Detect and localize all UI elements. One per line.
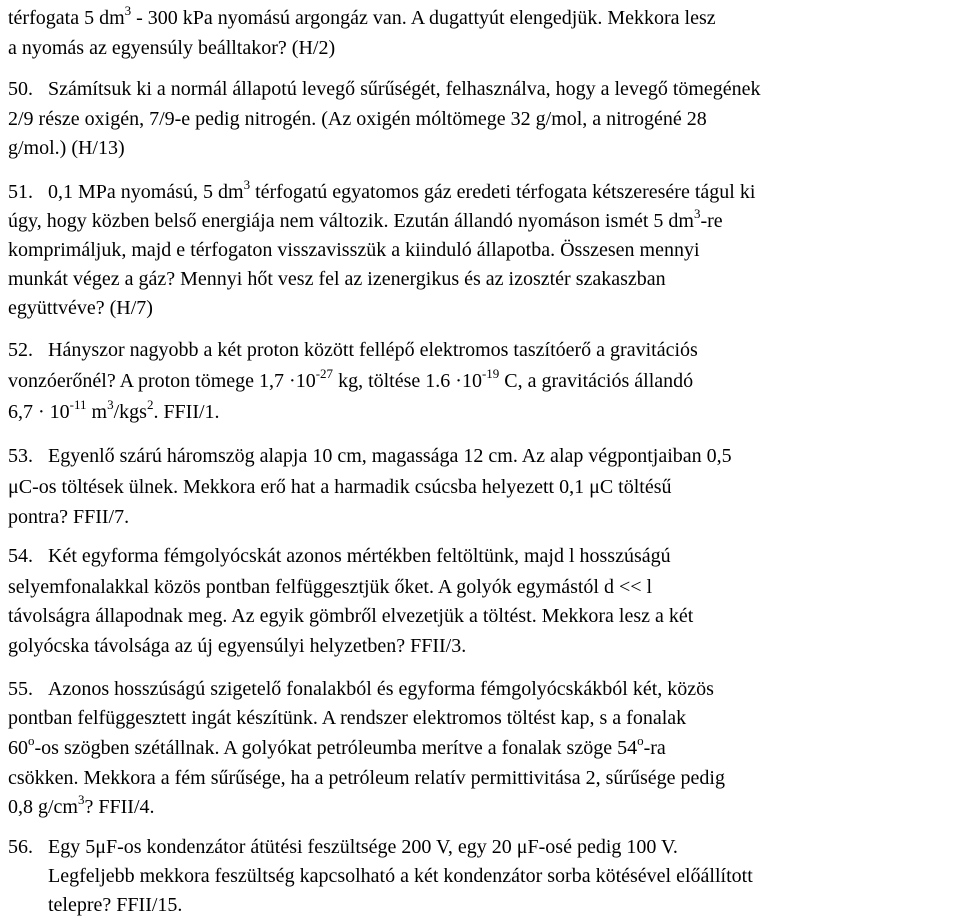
text: g/mol.) (H/13)	[8, 137, 125, 159]
superscript: o	[28, 733, 35, 748]
problem-51-line-3	[8, 240, 700, 260]
number: 54.	[8, 545, 33, 567]
problem-56-line-2	[48, 866, 753, 886]
problem-54-line-4	[8, 636, 466, 656]
text: kg, töltése 1.6	[333, 370, 456, 392]
problem-56-line-3	[48, 895, 182, 915]
problem-56-number	[8, 837, 33, 857]
problem-54-line-1	[48, 546, 671, 566]
problem-50-line-2	[8, 109, 707, 129]
number: 53.	[8, 445, 33, 467]
text: m	[86, 401, 108, 423]
text: Legfeljebb mekkora feszültség kapcsolható a két kondenzátor sorba kötésével előállított	[48, 865, 753, 887]
text: együttvéve? (H/7)	[8, 297, 153, 319]
multiplication-dot: ·	[33, 401, 50, 423]
problem-53-line-2	[8, 477, 672, 497]
text: -ra	[643, 737, 666, 759]
problem-51-number	[8, 182, 33, 202]
text: ? FFII/4.	[84, 796, 155, 818]
problem-55-number	[8, 679, 33, 699]
text: μC-os töltések ülnek. Mekkora erő hat a harmadik csúcsba helyezett 0,1 μC töltésű	[8, 476, 672, 498]
text: Számítsuk ki a normál állapotú levegő sűrűségét, felhasználva, hogy a levegő tömegének	[48, 78, 761, 100]
superscript: -11	[69, 397, 87, 412]
text: 6,7	[8, 401, 33, 423]
text: úgy, hogy közben belső energiája nem változik. Ezután állandó nyomáson ismét 5 dm	[8, 210, 694, 232]
problem-52-line-2	[8, 366, 694, 392]
superscript: -19	[481, 366, 500, 381]
text: 10	[461, 370, 482, 392]
text: 2/9 része oxigén, 7/9-e pedig nitrogén. (Az oxigén móltömege 32 g/mol, a nitrogéné 28	[8, 108, 707, 130]
problem-50-line-3	[8, 138, 125, 158]
problem-49-line-2	[8, 38, 335, 58]
problem-52-line-3	[8, 397, 220, 423]
multiplication-dot: ·	[455, 370, 462, 392]
text: 0,1 MPa nyomású, 5 dm	[48, 181, 244, 203]
text: - 300 kPa nyomású argongáz van. A dugattyút elengedjük. Mekkora lesz	[131, 7, 716, 29]
text: térfogata 5 dm	[8, 7, 125, 29]
text: -os szögben szétállnak. A golyókat petróleumba merítve a fonalak szöge 54	[34, 737, 638, 759]
superscript: -27	[315, 366, 334, 381]
problem-53-line-3	[8, 507, 129, 527]
problem-55-line-1	[48, 679, 714, 699]
problem-52-line-1	[48, 340, 698, 360]
text: 60	[8, 737, 28, 759]
text: vonzóerőnél? A proton tömege 1,7	[8, 370, 290, 392]
problem-55-line-2	[8, 708, 686, 728]
problem-55-line-3	[8, 733, 666, 759]
text: távolságra állapodnak meg. Az egyik gömbről elvezetjük a töltést. Mekkora lesz a két	[8, 605, 694, 627]
number: 51.	[8, 181, 33, 203]
superscript: 3	[693, 206, 701, 221]
problem-52-number	[8, 340, 33, 360]
text: -re	[700, 210, 723, 232]
problem-49-line-1	[8, 3, 716, 29]
text: Azonos hosszúságú szigetelő fonalakból és egyforma fémgolyócskákból két, közös	[48, 678, 714, 700]
number: 52.	[8, 339, 33, 361]
problem-53-line-1	[48, 446, 732, 466]
text: . FFII/1.	[153, 401, 220, 423]
multiplication-dot: ·	[289, 370, 296, 392]
text: Hányszor nagyobb a két proton között fellépő elektromos taszítóerő a gravitációs	[48, 339, 698, 361]
text: Egy 5μF-os kondenzátor átütési feszültsége 200 V, egy 20 μF-osé pedig 100 V.	[48, 836, 678, 858]
text: selyemfonalakkal közös pontban felfüggesztjük őket. A golyók egymástól d << l	[8, 576, 653, 598]
text: komprimáljuk, majd e térfogaton visszavisszük a kiinduló állapotba. Összesen mennyi	[8, 239, 700, 261]
text: 10	[49, 401, 70, 423]
superscript: 3	[78, 792, 85, 807]
problem-53-number	[8, 446, 33, 466]
text: C, a gravitációs állandó	[499, 370, 694, 392]
problem-54-line-3	[8, 606, 693, 626]
text: pontra? FFII/7.	[8, 506, 130, 528]
superscript: 3	[107, 397, 114, 412]
number: 55.	[8, 678, 33, 700]
text: pontban felfüggesztett ingát készítünk. A rendszer elektromos töltést kap, s a fonalak	[8, 707, 687, 729]
problem-50-line-1	[48, 79, 761, 99]
number: 56.	[8, 836, 33, 858]
problem-51-line-5	[8, 298, 153, 318]
text: térfogatú egyatomos gáz eredeti térfogata kétszeresére tágul ki	[250, 181, 756, 203]
problem-51-line-2	[8, 206, 723, 232]
superscript: 3	[243, 177, 251, 192]
problem-55-line-4	[8, 768, 725, 788]
problem-54-number	[8, 546, 33, 566]
text: Két egyforma fémgolyócskát azonos mértékben feltöltünk, majd l hosszúságú	[48, 545, 671, 567]
superscript: 3	[124, 3, 132, 18]
number: 50.	[8, 78, 33, 100]
problem-51-line-4	[8, 269, 666, 289]
superscript: o	[637, 733, 644, 748]
problem-56-line-1	[48, 837, 678, 857]
text: csökken. Mekkora a fém sűrűsége, ha a petróleum relatív permittivitása 2, sűrűsége pedig	[8, 767, 725, 789]
problem-51-line-1	[48, 177, 756, 203]
problem-55-line-5	[8, 792, 155, 818]
problem-54-line-2	[8, 577, 652, 597]
superscript: 2	[146, 397, 154, 412]
text: a nyomás az egyensúly beálltakor? (H/2)	[8, 37, 336, 59]
text: golyócska távolsága az új egyensúlyi helyzetben? FFII/3.	[8, 635, 467, 657]
text: 10	[295, 370, 316, 392]
text: /kgs	[113, 401, 147, 423]
text: 0,8 g/cm	[8, 796, 78, 818]
text: Egyenlő szárú háromszög alapja 10 cm, magassága 12 cm. Az alap végpontjaiban 0,5	[48, 445, 732, 467]
problem-50-number	[8, 79, 33, 99]
text: telepre? FFII/15.	[48, 894, 183, 916]
text: munkát végez a gáz? Mennyi hőt vesz fel az izenergikus és az izosztér szakaszban	[8, 268, 666, 290]
